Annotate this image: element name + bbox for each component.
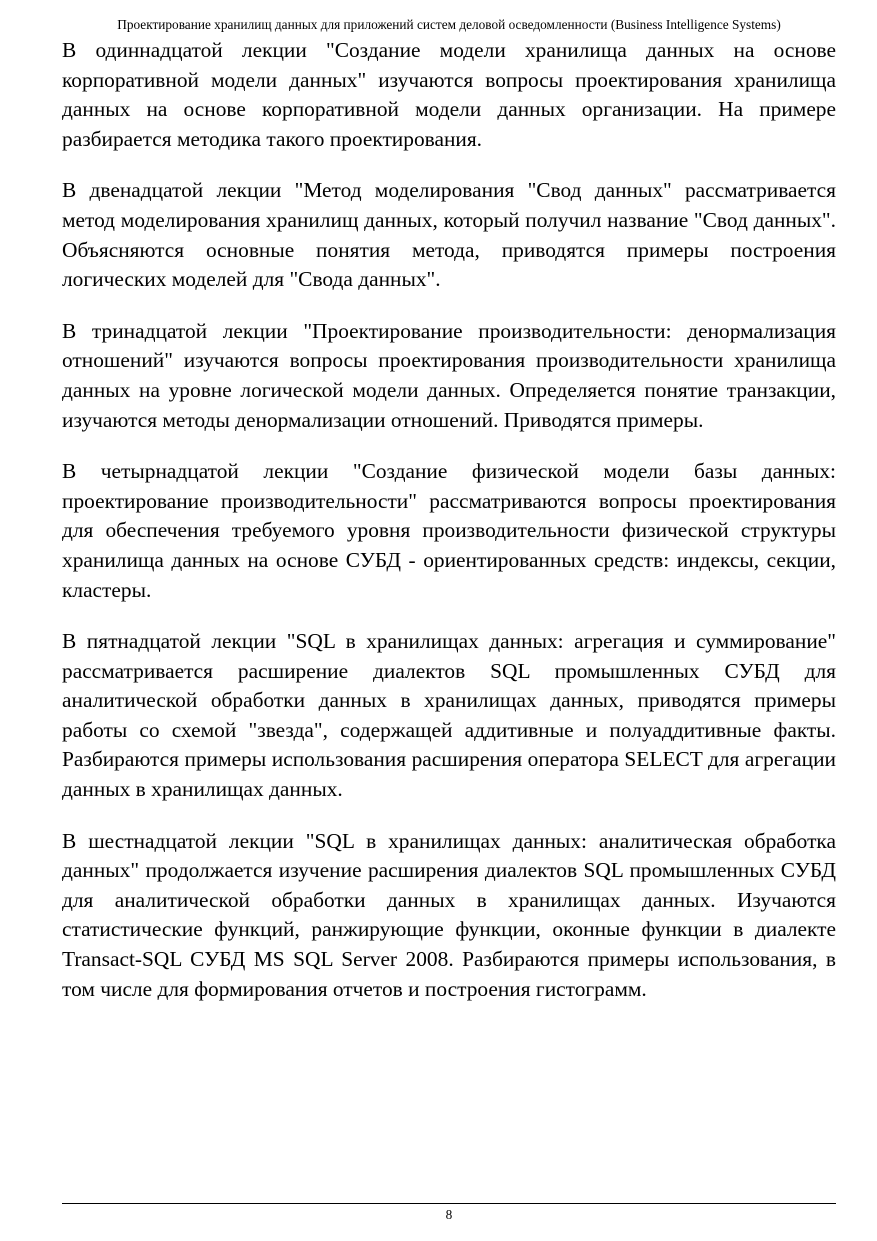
paragraph-lecture-11: В одиннадцатой лекции "Создание модели хранилища данных на основе корпоративной модели данных" изучаются вопросы проектирования хранилища данных на основе корпоративной модели данных организации. На примере разбирается методика такого проектирования. — [62, 38, 836, 151]
running-header: Проектирование хранилищ данных для приложений систем деловой осведомленности (Business Intelligence Systems) — [117, 17, 781, 32]
paragraph-lecture-14: В четырнадцатой лекции "Создание физической модели базы данных: проектирование производительности" рассматриваются вопросы проектирования для обеспечения требуемого уровня производительности физической структуры хранилища данных на основе СУБД - ориентированных средств: индексы, секции, кластеры. — [62, 459, 836, 602]
paragraph-lecture-13: В тринадцатой лекции "Проектирование производительности: денормализация отношений" изучаются вопросы проектирования производительности хранилища данных на уровне логической модели данных. Определяется понятие транзакции, изучаются методы денормализации отношений. Приводятся примеры. — [62, 318, 836, 432]
paragraph-lecture-16: В шестнадцатой лекции "SQL в хранилищах данных: аналитическая обработка данных" продолжается изучение расширения диалектов SQL промышленных СУБД для аналитической обработки данных в хранилищах данных. Изучаются статистические функций, ранжирующие функции, оконные функции в диалекте Transact-SQL СУБД MS SQL Server 2008. Разбираются примеры использования, в том числе для формирования отчетов и построения гистограмм. — [62, 828, 836, 1001]
paragraph-lecture-12: В двенадцатой лекции "Метод моделирования "Свод данных" рассматривается метод моделирования хранилищ данных, который получил название "Свод данных". Объясняются основные понятия метода, приводятся примеры построения логических моделей для "Свода данных". — [62, 178, 836, 292]
paragraph-lecture-15: В пятнадцатой лекции "SQL в хранилищах данных: агрегация и суммирование" рассматривается расширение диалектов SQL промышленных СУБД для аналитической обработки данных в хранилищах данных, приводятся примеры работы со схемой "звезда", содержащей аддитивные и полуаддитивные факты. Разбираются примеры использования расширения оператора SELECT для агрегации данных в хранилищах данных. — [62, 629, 836, 802]
footer-divider — [62, 1203, 836, 1204]
page-body — [62, 36, 836, 1004]
page-number: 8 — [445, 1207, 453, 1222]
